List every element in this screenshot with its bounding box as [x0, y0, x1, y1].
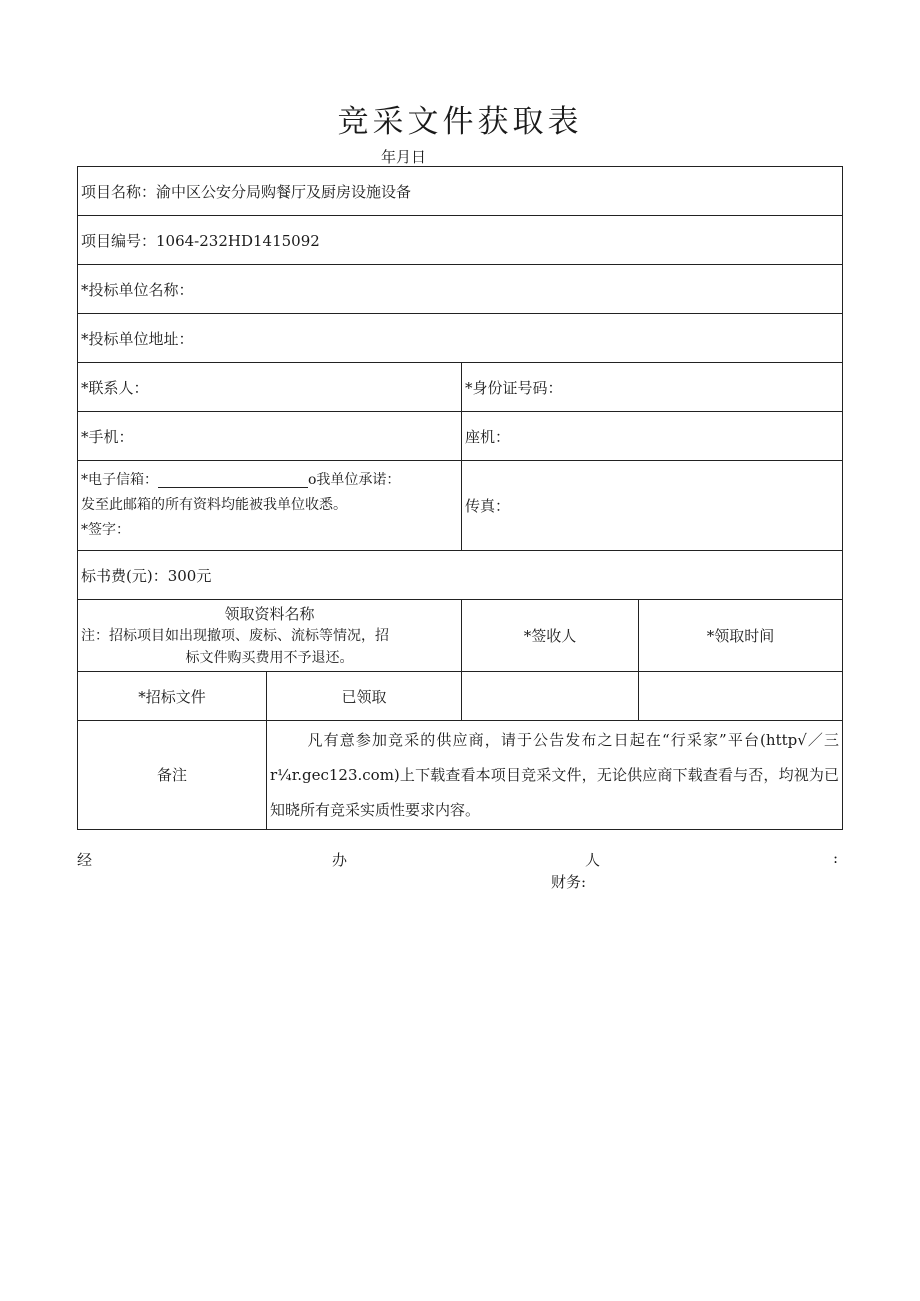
date-line: 年月日	[381, 148, 427, 166]
materials-header-note-1: 注：招标项目如出现撤项、废标、流标等情况，招	[81, 627, 389, 644]
mobile-field[interactable]: *手机：	[78, 412, 462, 461]
materials-header-cell	[78, 600, 462, 672]
row-email	[78, 461, 843, 551]
remarks-content	[267, 721, 843, 830]
handler-char-3: 人	[585, 851, 601, 869]
receive-time-cell[interactable]	[639, 672, 843, 721]
row-tender-document	[78, 672, 843, 721]
materials-header-title: 领取资料名称	[224, 604, 315, 623]
handler-char-2: 办	[332, 851, 348, 869]
time-column-header: *领取时间	[639, 600, 843, 672]
row-materials-header	[78, 600, 843, 672]
document-fee-field: 标书费(元)：300元	[78, 551, 843, 600]
project-number-field: 项目编号：1064-232HD1415092	[78, 216, 843, 265]
project-name-field: 项目名称：渝中区公安分局购餐厅及厨房设施设备	[78, 167, 843, 216]
row-fee	[78, 551, 843, 600]
row-project-no	[78, 216, 843, 265]
signer-column-header: *签收人	[462, 600, 639, 672]
email-field[interactable]	[78, 461, 462, 551]
remarks-text: 凡有意参加竞采的供应商，请于公告发布之日起在“行采家”平台(http√／三r¼r.gec123.com)上下载查看本项目竞采文件，无论供应商下载查看与否，均视为已知晓所有竞采实质性要求内容。	[270, 730, 840, 819]
email-label: *电子信箱：	[81, 472, 158, 488]
row-remarks	[78, 721, 843, 830]
signature-field[interactable]: *签字：	[81, 522, 130, 538]
fax-field[interactable]: 传真：	[462, 461, 843, 551]
landline-field[interactable]: 座机：	[462, 412, 843, 461]
form-title: 竞采文件获取表	[337, 104, 583, 140]
tender-document-status: 已领取	[267, 672, 462, 721]
id-number-field[interactable]: *身份证号码：	[462, 363, 843, 412]
row-contact	[78, 363, 843, 412]
row-phone	[78, 412, 843, 461]
materials-header-note-2: 标文件购买费用不予退还。	[185, 649, 354, 666]
finance-label: 财务:	[551, 873, 587, 891]
bidder-name-field[interactable]: *投标单位名称：	[78, 265, 843, 314]
remarks-label: 备注	[78, 721, 267, 830]
contact-person-field[interactable]: *联系人：	[78, 363, 462, 412]
signer-cell[interactable]	[462, 672, 639, 721]
email-commitment: o我单位承诺：	[308, 472, 401, 488]
email-commitment-text: 发至此邮箱的所有资料均能被我单位收悉。	[81, 497, 347, 513]
row-bidder-address	[78, 314, 843, 363]
handler-colon: :	[833, 849, 839, 867]
row-bidder-name	[78, 265, 843, 314]
acquisition-form-table	[77, 166, 843, 830]
handler-char-1: 经	[77, 851, 93, 869]
row-project-name	[78, 167, 843, 216]
bidder-address-field[interactable]: *投标单位地址：	[78, 314, 843, 363]
tender-document-name: *招标文件	[78, 672, 267, 721]
email-blank-line[interactable]	[158, 473, 308, 488]
